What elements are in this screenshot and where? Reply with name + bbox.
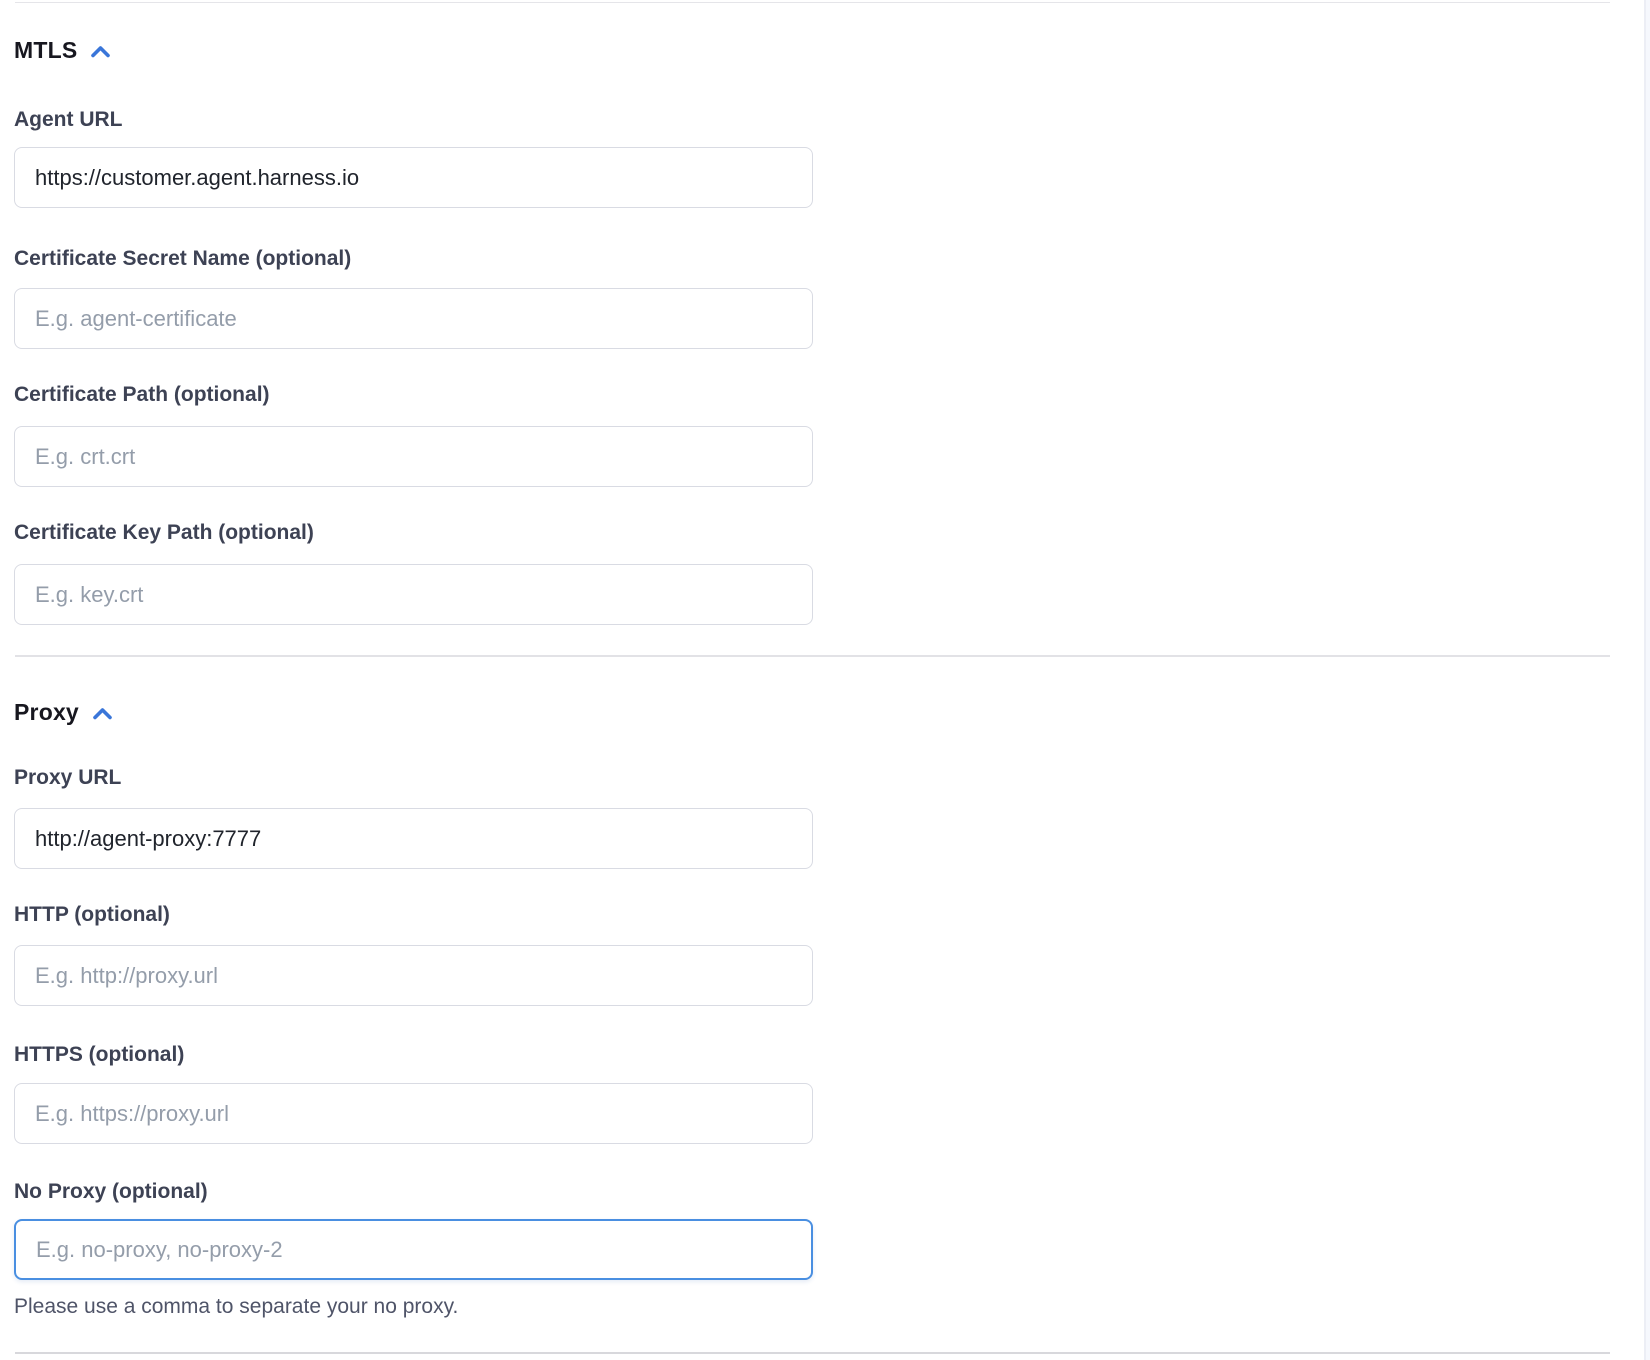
certificate-key-path-input[interactable]	[14, 564, 813, 625]
chevron-up-icon[interactable]	[90, 44, 111, 60]
certificate-secret-name-input[interactable]	[14, 288, 813, 349]
chevron-up-icon[interactable]	[92, 706, 113, 722]
no-proxy-input[interactable]	[14, 1219, 813, 1280]
agent-url-label: Agent URL	[14, 108, 123, 131]
no-proxy-label: No Proxy (optional)	[14, 1180, 208, 1203]
no-proxy-helper-text: Please use a comma to separate your no proxy.	[14, 1295, 459, 1318]
certificate-path-label: Certificate Path (optional)	[14, 383, 270, 406]
mtls-section-header	[14, 36, 111, 64]
top-divider	[15, 2, 1610, 3]
certificate-key-path-label: Certificate Key Path (optional)	[14, 521, 314, 544]
proxy-url-input[interactable]	[14, 808, 813, 869]
panel-right-edge	[1644, 0, 1650, 1360]
https-label: HTTPS (optional)	[14, 1043, 185, 1066]
agent-url-input[interactable]	[14, 147, 813, 208]
https-input[interactable]	[14, 1083, 813, 1144]
bottom-divider	[15, 1352, 1610, 1354]
http-input[interactable]	[14, 945, 813, 1006]
proxy-url-label: Proxy URL	[14, 766, 122, 789]
proxy-section-title: Proxy	[14, 699, 79, 725]
mtls-section-title: MTLS	[14, 37, 78, 63]
http-label: HTTP (optional)	[14, 903, 170, 926]
section-divider	[15, 655, 1610, 657]
certificate-secret-name-label: Certificate Secret Name (optional)	[14, 247, 352, 270]
proxy-section-header	[14, 698, 113, 726]
certificate-path-input[interactable]	[14, 426, 813, 487]
